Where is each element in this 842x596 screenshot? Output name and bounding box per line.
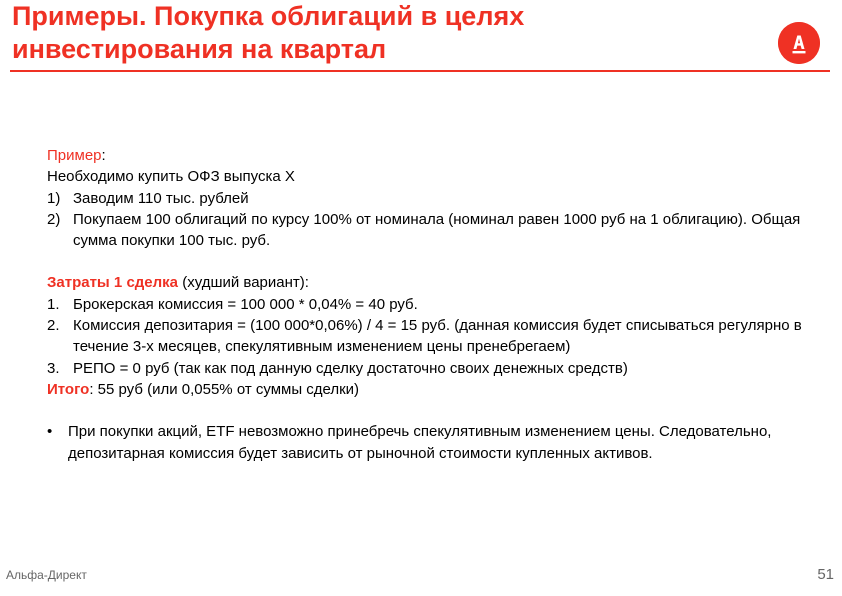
costs-item-number: 1. — [47, 295, 60, 313]
example-heading — [47, 145, 807, 166]
costs-label-part2: сделка — [126, 274, 179, 292]
costs-total-label: Итого — [47, 380, 90, 398]
page-title-line-2: инвестирования на квартал — [12, 34, 387, 64]
costs-item-number: 2. — [47, 317, 60, 335]
page-number: 51 — [817, 566, 834, 583]
costs-heading — [47, 272, 807, 293]
alfa-bank-logo-icon — [778, 22, 820, 64]
example-item-number: 2) — [47, 210, 61, 228]
example-item-text: Заводим 110 тыс. рублей — [73, 189, 249, 207]
bullet-icon: • — [47, 423, 53, 441]
example-item-number: 1) — [47, 189, 61, 207]
note-item — [47, 421, 807, 464]
title-divider — [10, 70, 830, 72]
example-item — [47, 188, 807, 209]
example-line: Необходимо купить ОФЗ выпуска Х — [47, 168, 295, 186]
example-label: Пример — [47, 147, 102, 164]
costs-label-part1: Затраты 1 — [47, 274, 123, 292]
costs-item-text: Комиссия депозитария = (100 000*0,06%) / 4 = 15 руб. (данная комиссия будет списываться регулярно в течение 3-х месяцев, спекулятивным изменением цены пренебрегаем) — [73, 317, 802, 356]
page-title — [12, 0, 752, 66]
costs-item — [47, 358, 807, 379]
spacer — [47, 400, 807, 421]
costs-item — [47, 315, 807, 358]
costs-item-number: 3. — [47, 359, 60, 377]
slide-body — [47, 145, 807, 464]
example-label-suffix: : — [101, 147, 106, 164]
costs-total-text: : 55 руб (или 0,055% от суммы сделки) — [89, 380, 360, 398]
example-item — [47, 209, 807, 252]
footer-brand: Альфа-Директ — [6, 568, 87, 582]
note-text: При покупки акций, ETF невозможно принебречь спекулятивным изменением цены. Следовательно, депозитарная комиссия будет зависить от рыночной стоимости купленных активов. — [68, 423, 772, 462]
example-item-text: Покупаем 100 облигаций по курсу 100% от номинала (номинал равен 1000 руб на 1 облигацию). Общая сумма покупки 100 тыс. руб. — [73, 210, 801, 250]
costs-item-text: Брокерская комиссия = 100 000 * 0,04% = 40 руб. — [73, 295, 418, 313]
costs-item-text: РЕПО = 0 руб (так как под данную сделку достаточно своих денежных средств) — [73, 359, 628, 377]
costs-item — [47, 294, 807, 315]
spacer — [47, 251, 807, 272]
costs-total — [47, 379, 807, 400]
page-title-line-1: Примеры. Покупка облигаций в целях — [12, 1, 525, 31]
costs-label-rest: (худший вариант): — [178, 274, 309, 292]
